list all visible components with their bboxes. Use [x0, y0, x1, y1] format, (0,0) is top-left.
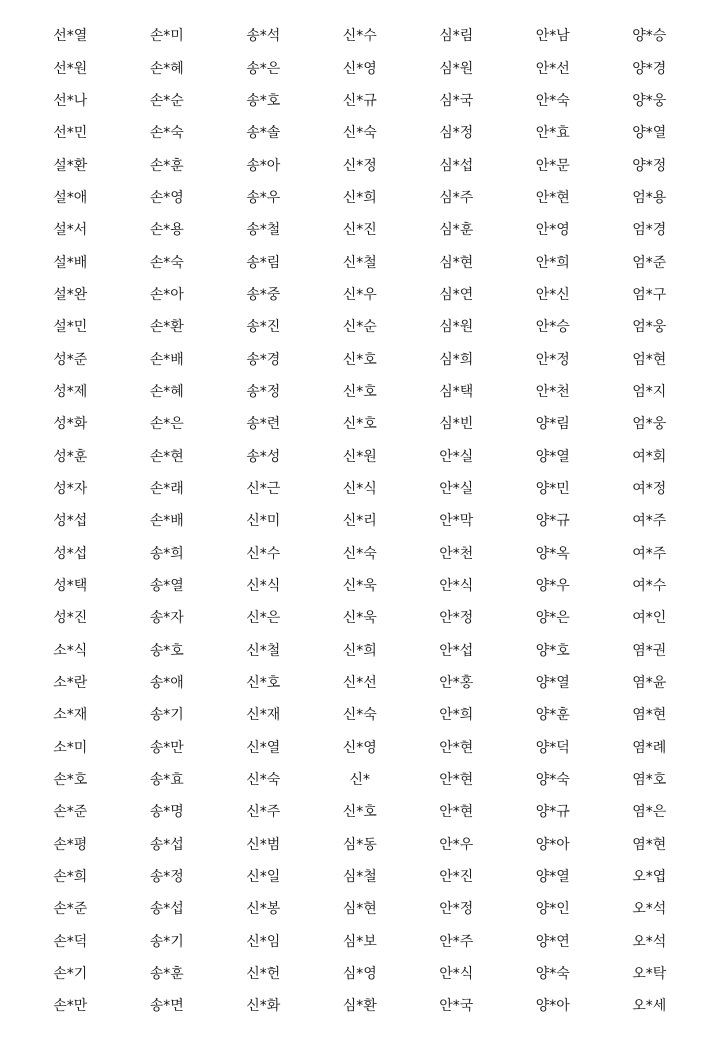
name-cell: 양*민 [535, 480, 570, 497]
name-cell: 손*환 [149, 319, 184, 336]
name-cell: 송*정 [149, 869, 184, 886]
name-cell: 여*주 [632, 545, 667, 562]
name-cell: 안*현 [439, 804, 474, 821]
name-cell: 여*주 [632, 513, 667, 530]
name-cell: 양*아 [535, 998, 570, 1015]
name-cell: 손*혜 [149, 60, 184, 77]
name-cell: 심*현 [439, 254, 474, 271]
name-cell: 심*림 [439, 28, 474, 45]
name-cell: 심*연 [439, 286, 474, 303]
name-cell: 신*호 [342, 383, 377, 400]
name-cell: 신*원 [342, 448, 377, 465]
name-cell: 심*철 [342, 869, 377, 886]
name-cell: 송*아 [246, 157, 281, 174]
name-cell: 신*범 [246, 836, 281, 853]
name-cell: 안*남 [535, 28, 570, 45]
name-cell: 신*임 [246, 933, 281, 950]
name-cell: 양*훈 [535, 707, 570, 724]
name-cell: 안*문 [535, 157, 570, 174]
name-cell: 안*주 [439, 933, 474, 950]
name-cell: 안*현 [535, 189, 570, 206]
name-cell: 염*권 [632, 642, 667, 659]
name-cell: 신*희 [342, 642, 377, 659]
name-cell: 신*열 [246, 739, 281, 756]
name-cell: 염*현 [632, 836, 667, 853]
name-cell: 양*은 [535, 610, 570, 627]
name-cell: 여*수 [632, 578, 667, 595]
name-cell: 신*순 [342, 319, 377, 336]
name-cell: 손*덕 [53, 933, 88, 950]
name-cell: 신*일 [246, 869, 281, 886]
name-cell: 성*자 [53, 480, 88, 497]
name-cell: 성*훈 [53, 448, 88, 465]
name-cell: 심*영 [342, 966, 377, 983]
name-cell: 신*숙 [342, 545, 377, 562]
name-cell: 성*화 [53, 416, 88, 433]
name-cell: 손*아 [149, 286, 184, 303]
name-cell: 신*수 [342, 28, 377, 45]
name-cell: 심*훈 [439, 222, 474, 239]
name-cell: 손*현 [149, 448, 184, 465]
name-cell: 손*훈 [149, 157, 184, 174]
name-cell: 신*욱 [342, 610, 377, 627]
name-cell: 손*배 [149, 513, 184, 530]
name-cell: 신*우 [342, 286, 377, 303]
name-cell: 손*은 [149, 416, 184, 433]
name-cell: 송*면 [149, 998, 184, 1015]
name-cell: 송*호 [246, 92, 281, 109]
name-cell: 양*승 [632, 28, 667, 45]
name-cell: 안*효 [535, 125, 570, 142]
name-cell: 손*준 [53, 901, 88, 918]
name-cell: 안*막 [439, 513, 474, 530]
name-cell: 소*란 [53, 675, 88, 692]
name-cell: 소*재 [53, 707, 88, 724]
name-cell: 안*신 [535, 286, 570, 303]
name-cell: 양*정 [632, 157, 667, 174]
name-cell: 설*완 [53, 286, 88, 303]
name-cell: 송*만 [149, 739, 184, 756]
name-cell: 심*동 [342, 836, 377, 853]
name-cell: 손*래 [149, 480, 184, 497]
name-cell: 송*섭 [149, 836, 184, 853]
name-cell: 심*현 [342, 901, 377, 918]
name-cell: 손*혜 [149, 383, 184, 400]
name-cell: 안*승 [535, 319, 570, 336]
name-cell: 선*나 [53, 92, 88, 109]
name-cell: 손*호 [53, 772, 88, 789]
name-cell: 송*애 [149, 675, 184, 692]
name-cell: 신*호 [342, 416, 377, 433]
name-cell: 소*식 [53, 642, 88, 659]
name-cell: 설*애 [53, 189, 88, 206]
name-cell: 안*정 [439, 901, 474, 918]
name-cell: 신*영 [342, 739, 377, 756]
name-cell: 안*국 [439, 998, 474, 1015]
name-grid [22, 20, 698, 1023]
name-cell: 신*리 [342, 513, 377, 530]
name-cell: 양*규 [535, 513, 570, 530]
name-cell: 손*평 [53, 836, 88, 853]
name-cell: 안*섭 [439, 642, 474, 659]
name-cell: 설*민 [53, 319, 88, 336]
name-cell: 성*준 [53, 351, 88, 368]
name-cell: 송*진 [246, 319, 281, 336]
name-cell: 신*주 [246, 804, 281, 821]
name-cell: 손*준 [53, 804, 88, 821]
name-cell: 신*선 [342, 675, 377, 692]
name-cell: 송*희 [149, 545, 184, 562]
name-cell: 안*진 [439, 869, 474, 886]
name-cell: 양*숙 [535, 966, 570, 983]
name-cell: 신*정 [342, 157, 377, 174]
name-cell: 송*기 [149, 707, 184, 724]
name-cell: 염*은 [632, 804, 667, 821]
name-cell: 엄*현 [632, 351, 667, 368]
name-cell: 안*정 [535, 351, 570, 368]
name-cell: 신*수 [246, 545, 281, 562]
name-cell: 송*자 [149, 610, 184, 627]
name-cell: 심*원 [439, 319, 474, 336]
name-cell: 송*경 [246, 351, 281, 368]
name-cell: 안*영 [535, 222, 570, 239]
name-cell: 엄*용 [632, 189, 667, 206]
name-cell: 성*진 [53, 610, 88, 627]
name-cell: 안*선 [535, 60, 570, 77]
name-cell: 안*현 [439, 739, 474, 756]
name-cell: 손*숙 [149, 125, 184, 142]
name-cell: 송*열 [149, 578, 184, 595]
name-cell: 선*민 [53, 125, 88, 142]
name-cell: 심*주 [439, 189, 474, 206]
name-cell: 안*천 [439, 545, 474, 562]
name-cell: 신*철 [246, 642, 281, 659]
name-cell: 안*실 [439, 480, 474, 497]
name-cell: 손*배 [149, 351, 184, 368]
name-cell: 오*탁 [632, 966, 667, 983]
name-cell: 성*택 [53, 578, 88, 595]
name-cell: 소*미 [53, 739, 88, 756]
name-cell: 염*윤 [632, 675, 667, 692]
name-cell: 신*영 [342, 60, 377, 77]
name-cell: 심*정 [439, 125, 474, 142]
name-cell: 염*례 [632, 739, 667, 756]
name-cell: 손*만 [53, 998, 88, 1015]
name-cell: 신*식 [246, 578, 281, 595]
name-cell: 송*림 [246, 254, 281, 271]
name-cell: 심*택 [439, 383, 474, 400]
name-cell: 신*식 [342, 480, 377, 497]
name-cell: 심*원 [439, 60, 474, 77]
name-cell: 양*연 [535, 933, 570, 950]
name-cell: 엄*구 [632, 286, 667, 303]
name-cell: 송*솔 [246, 125, 281, 142]
name-cell: 오*엽 [632, 869, 667, 886]
name-cell: 심*보 [342, 933, 377, 950]
name-cell: 송*중 [246, 286, 281, 303]
name-cell: 송*기 [149, 933, 184, 950]
name-cell: 신*규 [342, 92, 377, 109]
name-cell: 양*규 [535, 804, 570, 821]
name-cell: 양*경 [632, 60, 667, 77]
name-cell: 송*련 [246, 416, 281, 433]
name-cell: 신*미 [246, 513, 281, 530]
name-cell: 심*국 [439, 92, 474, 109]
name-cell: 신*헌 [246, 966, 281, 983]
name-cell: 심*섭 [439, 157, 474, 174]
name-cell: 신*숙 [246, 772, 281, 789]
name-cell: 안*홍 [439, 675, 474, 692]
name-cell: 송*섭 [149, 901, 184, 918]
name-cell: 신*은 [246, 610, 281, 627]
name-cell: 손*숙 [149, 254, 184, 271]
name-cell: 신*봉 [246, 901, 281, 918]
name-cell: 안*식 [439, 578, 474, 595]
name-cell: 양*덕 [535, 739, 570, 756]
name-cell: 송*철 [246, 222, 281, 239]
name-cell: 송*성 [246, 448, 281, 465]
name-cell: 신*호 [342, 804, 377, 821]
name-cell: 설*배 [53, 254, 88, 271]
name-cell: 송*효 [149, 772, 184, 789]
name-cell: 안*희 [439, 707, 474, 724]
name-cell: 엄*경 [632, 222, 667, 239]
name-cell: 손*희 [53, 869, 88, 886]
name-cell: 손*기 [53, 966, 88, 983]
name-cell: 안*실 [439, 448, 474, 465]
name-cell: 여*인 [632, 610, 667, 627]
name-cell: 설*환 [53, 157, 88, 174]
name-cell: 엄*지 [632, 383, 667, 400]
name-cell: 안*숙 [535, 92, 570, 109]
name-cell: 신*희 [342, 189, 377, 206]
name-cell: 신*철 [342, 254, 377, 271]
name-cell: 염*호 [632, 772, 667, 789]
name-cell: 송*훈 [149, 966, 184, 983]
name-cell: 손*순 [149, 92, 184, 109]
name-cell: 선*원 [53, 60, 88, 77]
name-cell: 양*열 [632, 125, 667, 142]
name-cell: 안*우 [439, 836, 474, 853]
name-cell: 양*열 [535, 448, 570, 465]
name-cell: 송*은 [246, 60, 281, 77]
name-cell: 송*호 [149, 642, 184, 659]
name-cell: 양*아 [535, 836, 570, 853]
name-list-sheet [22, 20, 698, 1023]
name-cell: 신*호 [342, 351, 377, 368]
name-cell: 선*열 [53, 28, 88, 45]
name-cell: 안*현 [439, 772, 474, 789]
name-cell: 송*정 [246, 383, 281, 400]
name-cell: 안*식 [439, 966, 474, 983]
name-cell: 송*석 [246, 28, 281, 45]
name-cell: 손*영 [149, 189, 184, 206]
name-cell: 안*천 [535, 383, 570, 400]
name-cell: 신*재 [246, 707, 281, 724]
name-cell: 설*서 [53, 222, 88, 239]
name-cell: 신*숙 [342, 707, 377, 724]
name-cell: 양*인 [535, 901, 570, 918]
name-cell: 양*옥 [535, 545, 570, 562]
name-cell: 송*명 [149, 804, 184, 821]
name-cell: 심*빈 [439, 416, 474, 433]
name-cell: 성*섭 [53, 513, 88, 530]
name-cell: 손*용 [149, 222, 184, 239]
name-cell: 양*우 [535, 578, 570, 595]
name-cell: 신* [349, 772, 371, 789]
name-cell: 오*석 [632, 933, 667, 950]
name-cell: 성*섭 [53, 545, 88, 562]
name-cell: 신*호 [246, 675, 281, 692]
name-cell: 오*석 [632, 901, 667, 918]
name-cell: 성*제 [53, 383, 88, 400]
name-cell: 엄*웅 [632, 319, 667, 336]
name-cell: 안*희 [535, 254, 570, 271]
name-cell: 양*림 [535, 416, 570, 433]
name-cell: 오*세 [632, 998, 667, 1015]
name-cell: 염*현 [632, 707, 667, 724]
name-cell: 신*진 [342, 222, 377, 239]
name-cell: 여*정 [632, 480, 667, 497]
name-cell: 양*열 [535, 869, 570, 886]
name-cell: 양*웅 [632, 92, 667, 109]
name-cell: 송*우 [246, 189, 281, 206]
name-cell: 신*숙 [342, 125, 377, 142]
name-cell: 양*호 [535, 642, 570, 659]
name-cell: 엄*웅 [632, 416, 667, 433]
name-cell: 양*열 [535, 675, 570, 692]
name-cell: 신*욱 [342, 578, 377, 595]
name-cell: 신*화 [246, 998, 281, 1015]
name-cell: 여*회 [632, 448, 667, 465]
name-cell: 손*미 [149, 28, 184, 45]
name-cell: 안*정 [439, 610, 474, 627]
name-cell: 신*근 [246, 480, 281, 497]
name-cell: 심*환 [342, 998, 377, 1015]
name-cell: 양*숙 [535, 772, 570, 789]
name-cell: 엄*준 [632, 254, 667, 271]
name-cell: 심*희 [439, 351, 474, 368]
